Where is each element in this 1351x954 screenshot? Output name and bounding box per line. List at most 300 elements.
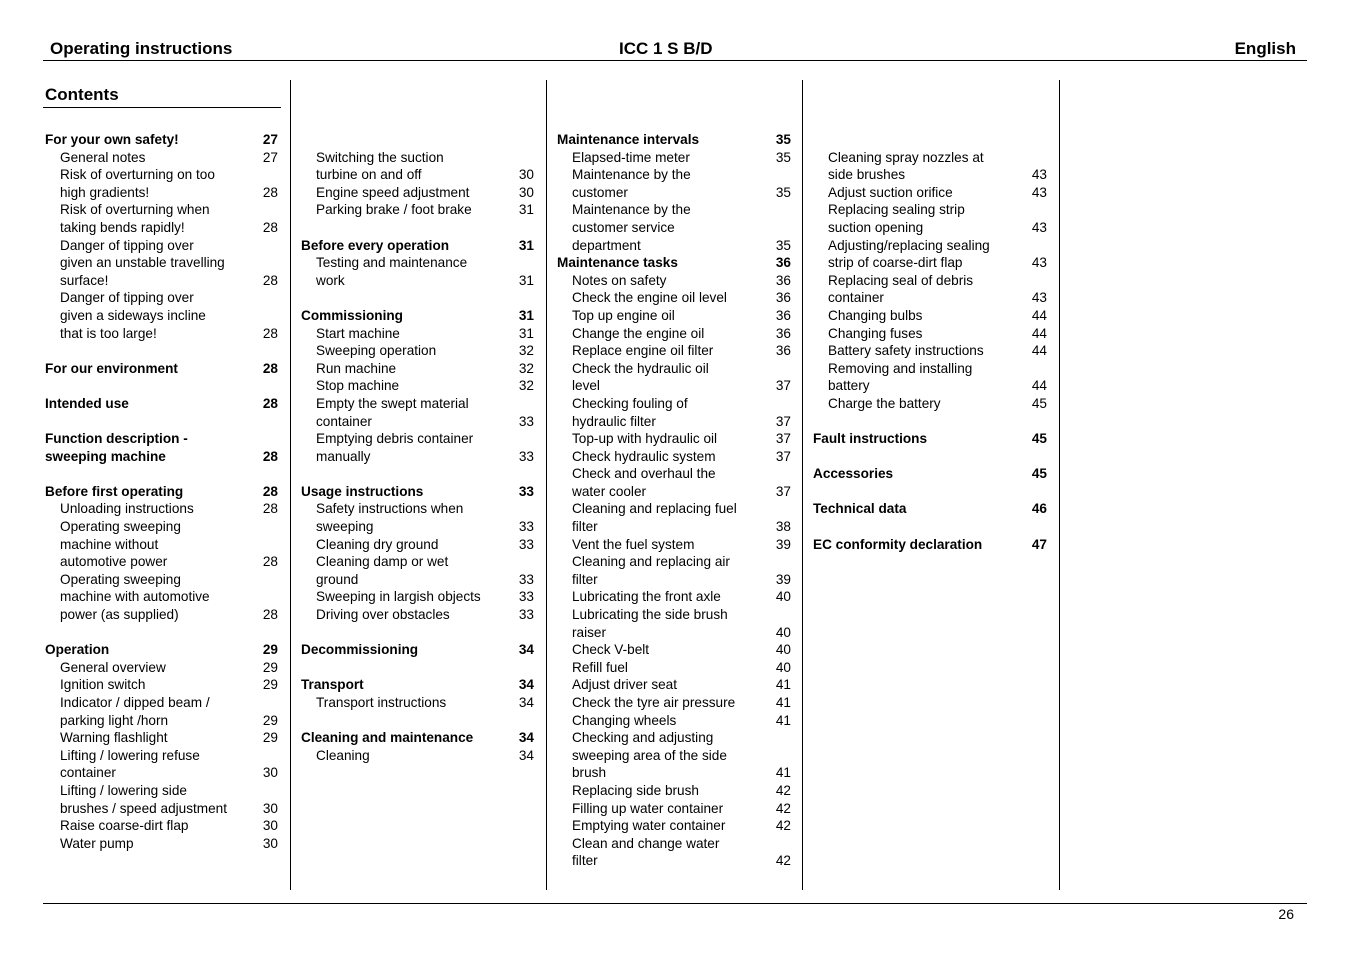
toc-subentry[interactable] (557, 729, 791, 782)
toc-subentry[interactable] (45, 201, 278, 236)
toc-subentry[interactable] (557, 536, 791, 554)
toc-entry-text: customer (572, 184, 628, 200)
toc-subentry[interactable] (557, 342, 791, 360)
toc-column-2 (301, 131, 534, 764)
toc-subentry[interactable] (301, 149, 534, 184)
toc-spacer (301, 465, 534, 483)
toc-entry-text: Cleaning spray nozzles at (828, 149, 984, 165)
toc-subentry[interactable] (45, 782, 278, 817)
toc-entry-text: Refill fuel (572, 659, 628, 675)
toc-page-number: 37 (775, 431, 791, 447)
header-rule (43, 60, 1307, 61)
toc-entry-text: Check the engine oil level (572, 290, 727, 306)
toc-entry-text: Risk of overturning on too (60, 167, 215, 183)
toc-entry-text: Decommissioning (301, 642, 419, 658)
toc-subentry[interactable] (45, 694, 278, 729)
toc-entry-text: given a sideways incline (60, 307, 206, 323)
toc-heading-entry[interactable] (45, 430, 278, 465)
toc-page-number: 40 (775, 589, 791, 605)
toc-page-number: 47 (1031, 536, 1047, 552)
toc-page-number: 33 (518, 571, 534, 587)
toc-page-number: 31 (518, 307, 534, 323)
toc-entry-text: For our environment (45, 360, 178, 376)
toc-entry-text: Lubricating the side brush (572, 607, 728, 623)
toc-subentry[interactable] (557, 553, 791, 588)
toc-entry-text: machine without (60, 536, 159, 552)
toc-page-number: 31 (518, 272, 534, 288)
toc-subentry[interactable] (557, 659, 791, 677)
toc-page-number: 29 (262, 730, 278, 746)
toc-spacer (301, 289, 534, 307)
toc-page-number: 37 (775, 378, 791, 394)
toc-subentry[interactable] (557, 817, 791, 835)
toc-subentry[interactable] (301, 377, 534, 395)
toc-entry-text: ground (316, 571, 359, 587)
contents-rule (43, 107, 281, 108)
toc-subentry[interactable] (813, 201, 1047, 236)
toc-entry-text: Lifting / lowering side (60, 782, 187, 798)
toc-entry-text: brush (572, 765, 607, 781)
toc-entry-text: battery (828, 378, 870, 394)
toc-page-number: 31 (518, 237, 534, 253)
page-number: 26 (1278, 906, 1294, 922)
column-divider-3 (802, 80, 803, 890)
toc-page-number: 33 (518, 413, 534, 429)
toc-page-number: 40 (775, 624, 791, 640)
toc-subentry[interactable] (45, 747, 278, 782)
toc-page-number: 28 (262, 448, 278, 464)
toc-entry-text: Operating sweeping (60, 519, 181, 535)
toc-entry-text: taking bends rapidly! (60, 219, 185, 235)
toc-entry-text: Run machine (316, 360, 397, 376)
toc-subentry[interactable] (557, 465, 791, 500)
toc-entry-text: Maintenance by the (572, 202, 691, 218)
toc-heading-entry[interactable] (301, 483, 534, 501)
toc-subentry[interactable] (557, 835, 791, 870)
toc-page-number: 34 (518, 747, 534, 763)
toc-page-number: 32 (518, 343, 534, 359)
toc-spacer (45, 624, 278, 642)
toc-subentry[interactable] (45, 676, 278, 694)
toc-subentry[interactable] (557, 641, 791, 659)
toc-subentry[interactable] (45, 659, 278, 677)
toc-entry-text: Warning flashlight (60, 730, 168, 746)
toc-subentry[interactable] (557, 712, 791, 730)
toc-subentry[interactable] (301, 500, 534, 535)
toc-spacer (45, 342, 278, 360)
toc-entry-text: turbine on and off (316, 167, 422, 183)
toc-entry-text: Water pump (60, 835, 134, 851)
toc-entry-text: Fault instructions (813, 431, 928, 447)
toc-entry-text: water cooler (572, 483, 647, 499)
toc-subentry[interactable] (813, 325, 1047, 343)
toc-page-number: 37 (775, 413, 791, 429)
toc-page-number: 28 (262, 501, 278, 517)
toc-entry-text: container (60, 765, 116, 781)
toc-page-number: 42 (775, 853, 791, 869)
toc-entry-text: Parking brake / foot brake (316, 202, 472, 218)
toc-spacer (301, 624, 534, 642)
toc-entry-text: Engine speed adjustment (316, 184, 470, 200)
toc-heading-entry[interactable] (301, 641, 534, 659)
toc-entry-text: filter (572, 571, 598, 587)
toc-entry-text: EC conformity declaration (813, 536, 983, 552)
toc-entry-text: Commissioning (301, 307, 403, 323)
toc-entry-text: Battery safety instructions (828, 343, 984, 359)
toc-heading-entry[interactable] (301, 676, 534, 694)
toc-entry-text: Emptying water container (572, 818, 726, 834)
toc-entry-text: Lubricating the front axle (572, 589, 721, 605)
toc-subentry[interactable] (45, 518, 278, 571)
toc-subentry[interactable] (813, 237, 1047, 272)
toc-entry-text: side brushes (828, 167, 906, 183)
toc-subentry[interactable] (557, 166, 791, 201)
toc-page-number: 28 (262, 325, 278, 341)
toc-entry-text: suction opening (828, 219, 924, 235)
toc-subentry[interactable] (813, 184, 1047, 202)
toc-spacer (301, 712, 534, 730)
toc-page-number: 43 (1031, 167, 1047, 183)
toc-subentry[interactable] (45, 289, 278, 342)
toc-entry-text: automotive power (60, 554, 168, 570)
toc-spacer (813, 413, 1047, 431)
toc-entry-text: surface! (60, 272, 109, 288)
toc-entry-text: Replacing sealing strip (828, 202, 965, 218)
toc-page-number: 43 (1031, 290, 1047, 306)
toc-subentry[interactable] (557, 360, 791, 395)
toc-spacer (45, 413, 278, 431)
toc-subentry[interactable] (301, 606, 534, 624)
toc-page-number: 29 (262, 642, 278, 658)
toc-page-number: 34 (518, 677, 534, 693)
toc-subentry[interactable] (301, 254, 534, 289)
toc-entry-text: machine with automotive (60, 589, 210, 605)
toc-subentry[interactable] (557, 201, 791, 254)
toc-entry-text: Maintenance by the (572, 167, 691, 183)
toc-entry-text: Function description - (45, 431, 188, 447)
toc-page-number: 34 (518, 642, 534, 658)
toc-entry-text: Charge the battery (828, 395, 941, 411)
toc-entry-text: Change the engine oil (572, 325, 705, 341)
toc-entry-text: filter (572, 853, 598, 869)
header-right-language: English (1234, 39, 1296, 58)
toc-page-number: 41 (775, 677, 791, 693)
toc-entry-text: Changing fuses (828, 325, 923, 341)
toc-subentry[interactable] (813, 307, 1047, 325)
toc-page-number: 42 (775, 782, 791, 798)
toc-spacer (301, 131, 534, 149)
toc-subentry[interactable] (45, 571, 278, 624)
toc-page-number: 35 (775, 237, 791, 253)
toc-subentry[interactable] (301, 184, 534, 202)
toc-entry-text: sweeping machine (45, 448, 166, 464)
toc-subentry[interactable] (301, 342, 534, 360)
toc-entry-text: Before every operation (301, 237, 450, 253)
toc-spacer (813, 448, 1047, 466)
toc-page-number: 33 (518, 589, 534, 605)
toc-entry-text: Maintenance intervals (557, 132, 700, 147)
toc-entry-text: raiser (572, 624, 606, 640)
toc-entry-text: Indicator / dipped beam / (60, 695, 210, 710)
toc-heading-entry[interactable] (45, 360, 278, 378)
toc-page-number: 30 (262, 835, 278, 851)
toc-page-number: 40 (775, 659, 791, 675)
toc-page-number: 33 (518, 607, 534, 623)
toc-entry-text: Intended use (45, 395, 129, 411)
toc-entry-text: Accessories (813, 466, 894, 482)
header-left-title: Operating instructions (50, 39, 233, 58)
toc-page-number: 46 (1031, 501, 1047, 517)
toc-subentry[interactable] (557, 782, 791, 800)
toc-page-number: 29 (262, 712, 278, 728)
toc-heading-entry[interactable] (301, 237, 534, 255)
toc-entry-text: Clean and change water (572, 835, 720, 851)
toc-entry-text: Cleaning and replacing air (572, 554, 730, 570)
toc-heading-entry[interactable] (45, 483, 278, 501)
toc-page-number: 28 (262, 554, 278, 570)
toc-column-1 (45, 131, 278, 852)
toc-entry-text: parking light /horn (60, 712, 169, 728)
toc-entry-text: Emptying debris container (316, 431, 474, 447)
toc-page-number: 36 (775, 272, 791, 288)
toc-page-number: 31 (518, 325, 534, 341)
toc-subentry[interactable] (45, 149, 278, 167)
toc-entry-text: power (as supplied) (60, 607, 179, 623)
toc-entry-text: Raise coarse-dirt flap (60, 818, 189, 834)
toc-heading-entry[interactable] (301, 307, 534, 325)
toc-subentry[interactable] (813, 149, 1047, 184)
toc-subentry[interactable] (557, 676, 791, 694)
toc-page-number: 42 (775, 818, 791, 834)
toc-page-number: 33 (518, 448, 534, 464)
toc-entry-text: Elapsed-time meter (572, 149, 690, 165)
toc-entry-text: Cleaning and replacing fuel (572, 501, 737, 517)
column-divider-1 (290, 80, 291, 890)
toc-entry-text: Cleaning (316, 747, 370, 763)
toc-page-number: 28 (262, 395, 278, 411)
toc-entry-text: Top up engine oil (572, 307, 675, 323)
toc-entry-text: Before first operating (45, 483, 184, 499)
toc-page-number: 28 (262, 360, 278, 376)
toc-entry-text: work (316, 272, 345, 288)
toc-subentry[interactable] (45, 500, 278, 518)
toc-entry-text: that is too large! (60, 325, 157, 341)
toc-spacer (813, 483, 1047, 501)
toc-page-number: 42 (775, 800, 791, 816)
toc-entry-text: Checking and adjusting (572, 730, 714, 746)
toc-subentry[interactable] (557, 272, 791, 290)
toc-entry-text: container (828, 290, 884, 306)
toc-entry-text: General notes (60, 149, 146, 165)
toc-page-number: 28 (262, 607, 278, 623)
toc-page-number: 38 (775, 519, 791, 535)
toc-page-number: 33 (518, 536, 534, 552)
toc-entry-text: given an unstable travelling (60, 255, 225, 271)
toc-page-number: 45 (1031, 431, 1047, 447)
toc-entry-text: Cleaning and maintenance (301, 730, 474, 746)
toc-page-number: 36 (775, 325, 791, 341)
toc-page-number: 30 (262, 800, 278, 816)
toc-column-3 (557, 131, 791, 870)
toc-entry-text: Check hydraulic system (572, 448, 716, 464)
toc-page-number: 33 (518, 483, 534, 499)
toc-subentry[interactable] (45, 166, 278, 201)
toc-entry-text: Transport instructions (316, 695, 447, 710)
toc-entry-text: department (572, 237, 641, 253)
contents-title: Contents (45, 85, 119, 104)
toc-page-number: 28 (262, 219, 278, 235)
toc-entry-text: Check V-belt (572, 642, 650, 658)
toc-entry-text: filter (572, 519, 598, 535)
toc-page-number: 29 (262, 659, 278, 675)
toc-column-4 (813, 131, 1047, 553)
toc-heading-entry[interactable] (301, 729, 534, 747)
toc-page-number: 35 (775, 184, 791, 200)
toc-subentry[interactable] (557, 289, 791, 307)
toc-entry-text: container (316, 413, 372, 429)
toc-subentry[interactable] (557, 149, 791, 167)
toc-subentry[interactable] (557, 325, 791, 343)
toc-subentry[interactable] (557, 395, 791, 430)
toc-entry-text: Adjust driver seat (572, 677, 678, 693)
toc-subentry[interactable] (301, 588, 534, 606)
toc-entry-text: Danger of tipping over (60, 290, 194, 306)
toc-entry-text: brushes / speed adjustment (60, 800, 228, 816)
toc-entry-text: Adjusting/replacing sealing (828, 237, 990, 253)
column-divider-4 (1059, 80, 1060, 890)
toc-entry-text: Start machine (316, 325, 400, 341)
toc-entry-text: Usage instructions (301, 483, 424, 499)
footer-rule (43, 903, 1307, 904)
toc-subentry[interactable] (813, 395, 1047, 413)
toc-page-number: 41 (775, 765, 791, 781)
toc-entry-text: level (572, 378, 600, 394)
toc-page-number: 29 (262, 677, 278, 693)
toc-entry-text: Replace engine oil filter (572, 343, 714, 359)
toc-spacer (301, 659, 534, 677)
toc-entry-text: Cleaning damp or wet (316, 554, 449, 570)
toc-subentry[interactable] (301, 694, 534, 712)
toc-subentry[interactable] (301, 201, 534, 219)
toc-subentry[interactable] (557, 694, 791, 712)
toc-page-number: 37 (775, 483, 791, 499)
toc-page-number: 44 (1031, 378, 1047, 394)
toc-entry-text: Maintenance tasks (557, 255, 678, 271)
toc-subentry[interactable] (301, 325, 534, 343)
toc-entry-text: Danger of tipping over (60, 237, 194, 253)
toc-entry-text: Sweeping in largish objects (316, 589, 481, 605)
toc-page-number: 35 (775, 132, 791, 147)
toc-subentry[interactable] (813, 360, 1047, 395)
toc-subentry[interactable] (301, 360, 534, 378)
toc-entry-text: Safety instructions when (316, 501, 464, 517)
toc-heading-entry[interactable] (813, 536, 1047, 554)
toc-page-number: 28 (262, 184, 278, 200)
toc-entry-text: Risk of overturning when (60, 202, 210, 218)
toc-entry-text: strip of coarse-dirt flap (828, 255, 963, 271)
toc-subentry[interactable] (557, 800, 791, 818)
toc-subentry[interactable] (301, 536, 534, 554)
toc-entry-text: Changing wheels (572, 712, 677, 728)
toc-page-number: 36 (775, 255, 791, 271)
toc-subentry[interactable] (45, 817, 278, 835)
toc-entry-text: Top-up with hydraulic oil (572, 431, 718, 447)
toc-page-number: 30 (262, 818, 278, 834)
toc-entry-text: Removing and installing (828, 360, 973, 376)
toc-entry-text: Vent the fuel system (572, 536, 695, 552)
toc-page-number: 30 (518, 167, 534, 183)
toc-page-number: 44 (1031, 307, 1047, 323)
header-center-model: ICC 1 S B/D (619, 39, 713, 58)
toc-subentry[interactable] (301, 747, 534, 765)
toc-page-number: 32 (518, 378, 534, 394)
toc-entry-text: Replacing side brush (572, 782, 699, 798)
toc-page-number: 32 (518, 360, 534, 376)
toc-entry-text: For your own safety! (45, 132, 179, 147)
toc-entry-text: Changing bulbs (828, 307, 923, 323)
toc-subentry[interactable] (557, 588, 791, 606)
toc-spacer (301, 219, 534, 237)
toc-subentry[interactable] (45, 237, 278, 290)
toc-heading-entry[interactable] (557, 131, 791, 149)
toc-entry-text: high gradients! (60, 184, 150, 200)
toc-subentry[interactable] (813, 342, 1047, 360)
toc-heading-entry[interactable] (45, 131, 278, 149)
toc-subentry[interactable] (557, 606, 791, 641)
toc-entry-text: manually (316, 448, 371, 464)
toc-heading-entry[interactable] (813, 430, 1047, 448)
toc-entry-text: Checking fouling of (572, 395, 688, 411)
toc-page-number: 43 (1031, 255, 1047, 271)
toc-entry-text: Technical data (813, 501, 907, 517)
toc-entry-text: Check the tyre air pressure (572, 695, 736, 710)
toc-entry-text: Transport (301, 677, 364, 693)
toc-subentry[interactable] (557, 448, 791, 466)
toc-page-number: 35 (775, 149, 791, 165)
toc-subentry[interactable] (45, 835, 278, 853)
toc-heading-entry[interactable] (45, 641, 278, 659)
toc-page-number: 40 (775, 642, 791, 658)
toc-page-number: 36 (775, 307, 791, 323)
toc-heading-entry[interactable] (813, 500, 1047, 518)
toc-page-number: 27 (262, 132, 278, 147)
toc-page-number: 41 (775, 695, 791, 710)
column-divider-2 (546, 80, 547, 890)
toc-page-number: 37 (775, 448, 791, 464)
toc-entry-text: Empty the swept material (316, 395, 469, 411)
toc-heading-entry[interactable] (813, 465, 1047, 483)
toc-page-number: 30 (518, 184, 534, 200)
toc-spacer (45, 377, 278, 395)
toc-subentry[interactable] (557, 500, 791, 535)
toc-page-number: 33 (518, 519, 534, 535)
toc-heading-entry[interactable] (557, 254, 791, 272)
toc-entry-text: Stop machine (316, 378, 400, 394)
toc-subentry[interactable] (45, 729, 278, 747)
toc-page-number: 43 (1031, 184, 1047, 200)
toc-page-number: 41 (775, 712, 791, 728)
toc-subentry[interactable] (301, 553, 534, 588)
toc-page-number: 28 (262, 483, 278, 499)
toc-subentry[interactable] (301, 430, 534, 465)
toc-subentry[interactable] (557, 307, 791, 325)
toc-heading-entry[interactable] (45, 395, 278, 413)
toc-subentry[interactable] (301, 395, 534, 430)
toc-subentry[interactable] (557, 430, 791, 448)
toc-entry-text: Notes on safety (572, 272, 667, 288)
toc-entry-text: Operation (45, 642, 110, 658)
toc-subentry[interactable] (813, 272, 1047, 307)
